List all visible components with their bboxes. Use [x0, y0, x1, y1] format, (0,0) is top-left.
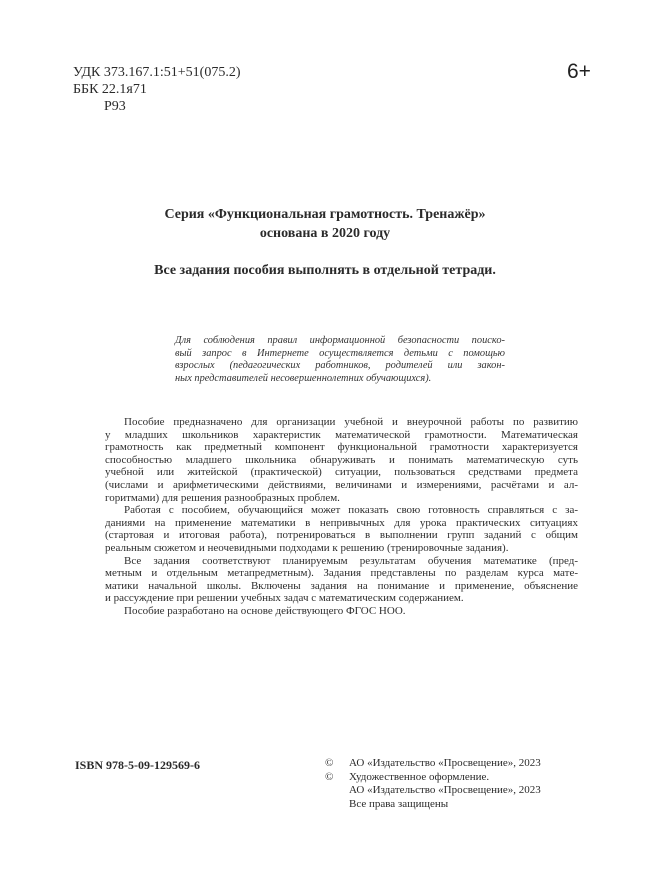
series-heading — [0, 205, 650, 243]
bbk-code: ББК 22.1я71 — [73, 82, 147, 97]
author-mark: Р93 — [104, 99, 126, 114]
annotation-line: (числами и арифметическими действиями, величинами и измерениями, расчётами и ал- — [105, 478, 578, 491]
safety-line: Для соблюдения правил информационной безопасности поиско- — [175, 335, 505, 346]
annotation-line: Пособие разработано на основе действующего ФГОС НОО. — [124, 604, 406, 617]
annotation-line: Работая с пособием, обучающийся может показать свою готовность справляться с за- — [124, 504, 578, 517]
annotation-line: реальным сюжетом и неочевидными подходами к решению (тренировочные задания). — [105, 541, 509, 554]
annotation-line: матики начальной школы. Включены задания на понимание и применение, объяснение — [105, 579, 578, 592]
annotation-line: метным и отдельным метапредметным). Задания представлены по разделам курса мате- — [105, 567, 578, 580]
annotation-text — [105, 416, 578, 618]
annotation-line: у младших школьников характеристик математической грамотности. Математическая — [105, 428, 578, 441]
isbn: ISBN 978-5-09-129569-6 — [75, 758, 200, 772]
notebook-notice: Все задания пособия выполнять в отдельной тетради. — [154, 263, 496, 278]
annotation-line: (стартовая и итоговая работа), потренироваться в выполнении групп заданий с общим — [105, 529, 578, 542]
copyright-icon: © — [325, 770, 334, 783]
series-founded: основана в 2020 году — [259, 226, 391, 241]
safety-line: взрослых (педагогических работников, родителей или закон- — [175, 360, 505, 372]
annotation-line: грамотность как предметный компонент функциональной грамотности характеризуется — [105, 441, 578, 454]
annotation-line: и рассуждение при решении учебных задач с математическим содержанием. — [105, 592, 464, 605]
series-title: Серия «Функциональная грамотность. Тренажёр» — [164, 207, 486, 222]
annotation-line: Все задания соответствуют планируемым результатам обучения математике (пред- — [124, 554, 578, 567]
copyright-line: АО «Издательство «Просвещение», 2023 — [349, 757, 541, 769]
annotation-line: учебной или житейской (практической) ситуации, пользоваться средствами предмета — [105, 466, 578, 479]
copyright-icon: © — [325, 757, 334, 769]
copyright-block — [325, 757, 541, 811]
udk-code: УДК 373.167.1:51+51(075.2) — [73, 65, 241, 80]
classification-codes — [73, 64, 241, 115]
safety-line: ных представителей несовершеннолетних обучающихся). — [175, 372, 432, 384]
copyright-line: АО «Издательство «Просвещение», 2023 — [349, 784, 541, 796]
rights-reserved: Все права защищены — [349, 797, 449, 810]
annotation-line: Пособие предназначено для организации учебной и внеурочной работы по развитию — [124, 416, 578, 428]
annotation-line: горитмами) для решения разнообразных проблем. — [105, 491, 340, 504]
copyright-line: Художественное оформление. — [349, 770, 490, 783]
safety-note — [175, 335, 505, 385]
annotation-line: даниями на применение математики в непривычных для урока практических ситуациях — [105, 516, 578, 529]
annotation-line: способностью младшего школьника обнаруживать и понимать математическую суть — [105, 453, 578, 466]
age-rating: 6+ — [567, 60, 591, 83]
safety-line: вый запрос в Интернете осуществляется детьми с помощью — [175, 347, 505, 359]
